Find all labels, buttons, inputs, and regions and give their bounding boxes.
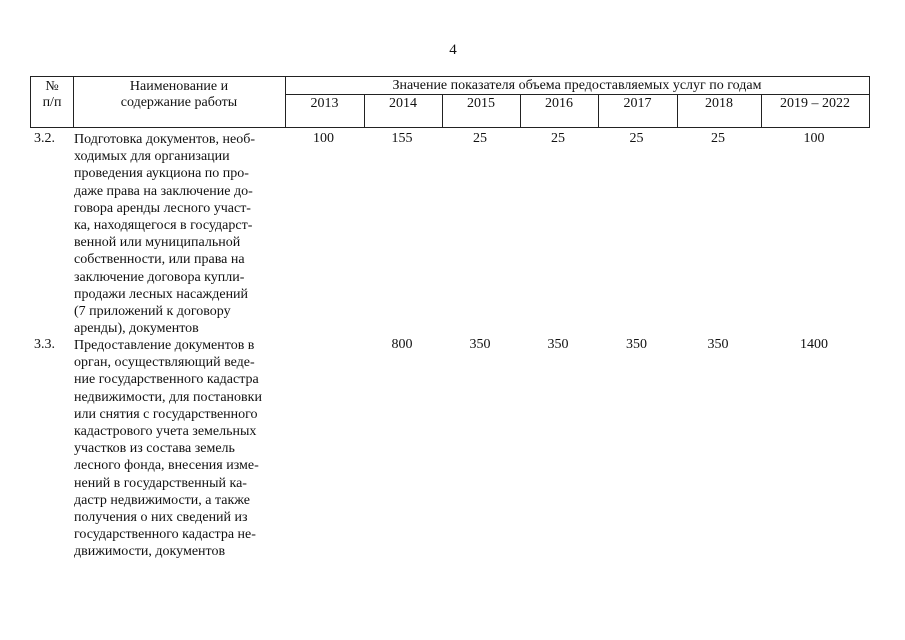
desc-line: продажи лесных насаждений bbox=[74, 286, 249, 302]
row-description bbox=[74, 337, 286, 561]
value-cell: 350 bbox=[469, 337, 491, 352]
desc-line: участков из состава земель bbox=[74, 441, 235, 457]
year-header: 2019 – 2022 bbox=[780, 96, 850, 111]
desc-line: ка, находящегося в государст- bbox=[74, 218, 253, 234]
table-header bbox=[30, 76, 870, 128]
value-cell: 350 bbox=[707, 337, 729, 352]
desc-line: ходимых для организации bbox=[74, 149, 230, 165]
desc-line: лесного фонда, внесения изме- bbox=[74, 458, 259, 474]
table-row bbox=[30, 131, 870, 336]
desc-line: или снятия с государственного bbox=[74, 406, 258, 422]
desc-line: (7 приложений к договору bbox=[74, 304, 231, 320]
row-number: 3.2. bbox=[34, 131, 55, 146]
year-header: 2015 bbox=[467, 96, 495, 111]
desc-line: проведения аукциона по про- bbox=[74, 166, 249, 182]
value-cell: 1400 bbox=[800, 337, 828, 352]
value-cell: 25 bbox=[711, 131, 725, 146]
desc-line: говора аренды лесного участ- bbox=[74, 200, 251, 216]
value-cell: 350 bbox=[547, 337, 569, 352]
value-cell: 25 bbox=[551, 131, 565, 146]
desc-line: получения о них сведений из bbox=[74, 510, 248, 526]
desc-line: орган, осуществляющий веде- bbox=[74, 355, 255, 371]
desc-line: нений в государственный ка- bbox=[74, 475, 247, 491]
desc-line: Предоставление документов в bbox=[74, 338, 255, 353]
desc-line: даже права на заключение до- bbox=[74, 183, 253, 199]
value-cell: 25 bbox=[473, 131, 487, 146]
desc-line: ние государственного кадастра bbox=[74, 372, 259, 388]
desc-line: венной или муниципальной bbox=[74, 235, 241, 251]
desc-line: кадастрового учета земельных bbox=[74, 424, 257, 440]
desc-line: недвижимости, для постановки bbox=[74, 389, 262, 405]
desc-line: государственного кадастра не- bbox=[74, 527, 256, 543]
desc-line: движимости, документов bbox=[74, 544, 226, 560]
year-header: 2016 bbox=[545, 96, 573, 111]
desc-line: Подготовка документов, необ- bbox=[74, 132, 256, 147]
col-values-title: Значение показателя объема предоставляемых услуг по годам bbox=[392, 78, 762, 93]
row-number: 3.3. bbox=[34, 337, 55, 352]
desc-line: собственности, или права на bbox=[74, 252, 245, 268]
col-name-line1: Наименование и bbox=[129, 79, 229, 94]
header-divider bbox=[285, 94, 869, 95]
year-header: 2014 bbox=[389, 96, 417, 111]
page-number: 4 bbox=[449, 42, 457, 58]
value-cell: 800 bbox=[391, 337, 413, 352]
desc-line: заключение договора купли- bbox=[74, 269, 245, 285]
col-name-header bbox=[73, 79, 285, 111]
year-header: 2017 bbox=[623, 96, 652, 111]
col-num-header bbox=[31, 79, 73, 111]
value-cell: 100 bbox=[803, 131, 825, 146]
value-cell: 350 bbox=[626, 337, 647, 352]
year-header: 2013 bbox=[310, 96, 339, 111]
value-cell: 155 bbox=[391, 131, 413, 146]
col-num-line1: № bbox=[45, 79, 59, 94]
desc-line: дастр недвижимости, а также bbox=[74, 492, 251, 508]
year-header: 2018 bbox=[705, 96, 733, 111]
col-name-line2: содержание работы bbox=[120, 95, 238, 110]
table-row bbox=[30, 337, 870, 567]
value-cell: 100 bbox=[313, 131, 334, 146]
col-num-line2: п/п bbox=[42, 95, 62, 110]
desc-line: аренды), документов bbox=[74, 321, 199, 337]
value-cell: 25 bbox=[629, 131, 644, 146]
row-description bbox=[74, 131, 286, 337]
